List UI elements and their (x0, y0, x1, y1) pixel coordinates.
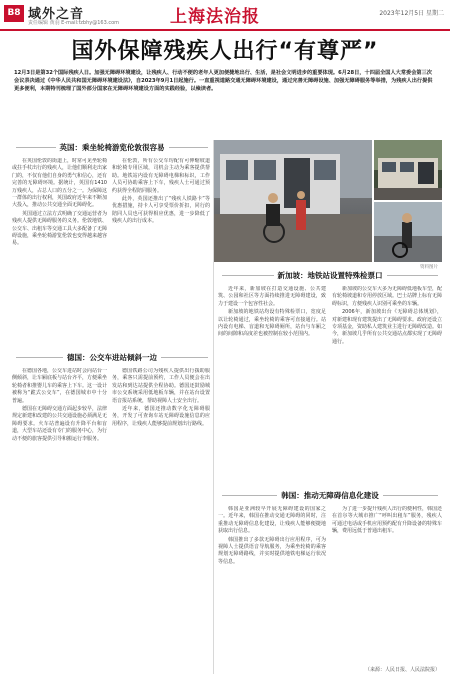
photo-train-wheelchair (214, 140, 372, 262)
article-uk-col2: 在伦敦，所有公交车均配有可伸缩坡道和轮椅专用区域，司机会主动为乘客提供帮助。地铁站内设有无障碍电梯和标识，工作人员可协助乘客上下车，残疾人士可通过预约获得全程陪同服务。 此外，英国还推出了“残疾人铁路卡”等优惠措施，持卡人可享受票价折扣，同行的陪同人员也可获得相应优惠，进一步降低了残疾人的出行成本。 (112, 158, 210, 225)
masthead (0, 0, 450, 30)
section-title: 域外之音 (28, 7, 85, 22)
photo-platform-traveller (374, 202, 442, 262)
main-headline: 国外保障残疾人出行“有尊严” (71, 39, 379, 64)
article-sg-col2: 新加坡的公交车大多为无障碍低地板车型，配有轮椅坡道和专用停放区域。巴士站牌上标有无障碍标识，方便残疾人识别可乘坐的车辆。 2006年，新加坡出台《无障碍总体规划》，对新建和现有建筑提出了无障碍要求。政府还设立专项基金，资助私人建筑业主进行无障碍改造。如今，新加坡几乎所有公共交通站点都实现了无障碍通行。 (332, 286, 442, 345)
issue-date: 2023年12月5日 星期二 (379, 10, 444, 17)
article-kr-col2: 为了进一步提升残疾人出行的便利性，韩国还在首尔等大城市推广“呼叫出租车”服务，残疾人可通过电话或手机应用预约配有升降设备的特殊车辆，费用远低于普通出租车。 (332, 506, 442, 535)
newspaper-logo: 上海法治报 (170, 7, 260, 27)
article-de-col2: 德国铁路公司为残疾人提供出行援助服务，乘客只需提前预约，工作人员便会在出发站和到达站提供全程协助。德国还鼓励城市公交系统采用低地板车辆，并在站台设置语音报站系统，帮助视障人士安全出行。 近年来，德国还推动数字化无障碍服务，开发了可查询车站无障碍设施信息的应用程序，让残疾人能够提前规划出行路线。 (112, 368, 210, 427)
article-sg-col1: 近年来，新加坡在打造交通设施、公共建筑、公园和社区等方面持续推进无障碍建设，致力于建设一个包容性社会。 新加坡的地铁站均设有特殊检票口，宽度足以让轮椅通过，乘坐轮椅的乘客可直接通行。站内设有电梯、盲道和无障碍厕所，站台与车厢之间的间隙和高度差也被控制在较小范围内。 (218, 286, 326, 338)
column-divider (213, 140, 214, 674)
page-number-badge: B8 (4, 5, 24, 22)
subhead-de: 德国：公交车进站倾斜一边 (12, 350, 212, 364)
subhead-kr: 韩国：推动无障碍信息化建设 (218, 488, 442, 502)
lead-paragraph: 12月3日是第32个国际残疾人日。加强无障碍环境建设，让残疾人、行动不便的老年人更加便捷地出行、生活，是社会文明进步的重要体现。6月28日，十四届全国人大常委会第三次会议表决通过《中华人民共和国无障碍环境建设法》，自2023年9月1日起施行。一直重视道路交通无障碍环境建设，通过完善无障碍设施、加强无障碍服务等举措，为残疾人出行提供更多便利，本期特刊梳理了国外部分国家在无障碍环境建设方面的实践经验，以飨读者。 (14, 70, 433, 92)
masthead-rule (0, 29, 450, 31)
article-kr-col1: 韩国是亚洲较早开展无障碍建设的国家之一。近年来，韩国在推动交通无障碍的同时，注重推动无障碍信息化建设，让残疾人能够便捷地获取出行信息。 韩国推出了多款无障碍出行应用程序，可为视障人士提供语音导航服务，为乘坐轮椅的乘客规划无障碍路线，并实时提供地铁电梯运行状况等信息。 (218, 506, 326, 565)
article-uk-col1: 在英国伦敦的街道上，时常可见坐轮椅或拄手杖出行的残疾人，让他们顺利走出家门的，不仅有他们自身的勇气和信心，还有完善的无障碍环境。据统计，英国有1410万残疾人，占总人口的五分之一。为保障这一群体的出行权利，英国政府近年来不断加大投入，推动公共交通全面无障碍化。 英国通过立法方式明确了交通运营者为残疾人提供无障碍服务的义务。伦敦地铁、公交车、出租车等交通工具大多配备了无障碍设施，乘坐轮椅游览伦敦也变得越来越容易。 (12, 158, 107, 247)
photo-caption: 资料图片 (420, 265, 438, 270)
subhead-uk: 英国：乘坐轮椅游览伦敦很容易 (12, 140, 212, 154)
article-de-col1: 在德国各地，公交车进站时会向站台一侧倾斜，让车厢底板与站台齐平，方便乘坐轮椅者和推婴儿车的乘客上下车。这一设计被称为“跪式公交车”，在德国城市中十分普遍。 德国在无障碍交通方面起步较早，法律规定新建和改建的公共交通设施必须满足无障碍要求。火车站普遍设有升降平台和盲道，大型车站还设有专门的服务中心，为行动不便的旅客提供引导和搬运行李服务。 (12, 368, 107, 442)
photo-kneeling-bus (374, 140, 442, 200)
editor-meta: 责任编辑 黄羽 E-mail:fzbhy@163.com (28, 20, 120, 26)
subhead-sg: 新加坡：地铁站设置特殊检票口 (218, 268, 442, 282)
source-signoff: （来源：人民日报、人民法院报） (364, 667, 440, 673)
